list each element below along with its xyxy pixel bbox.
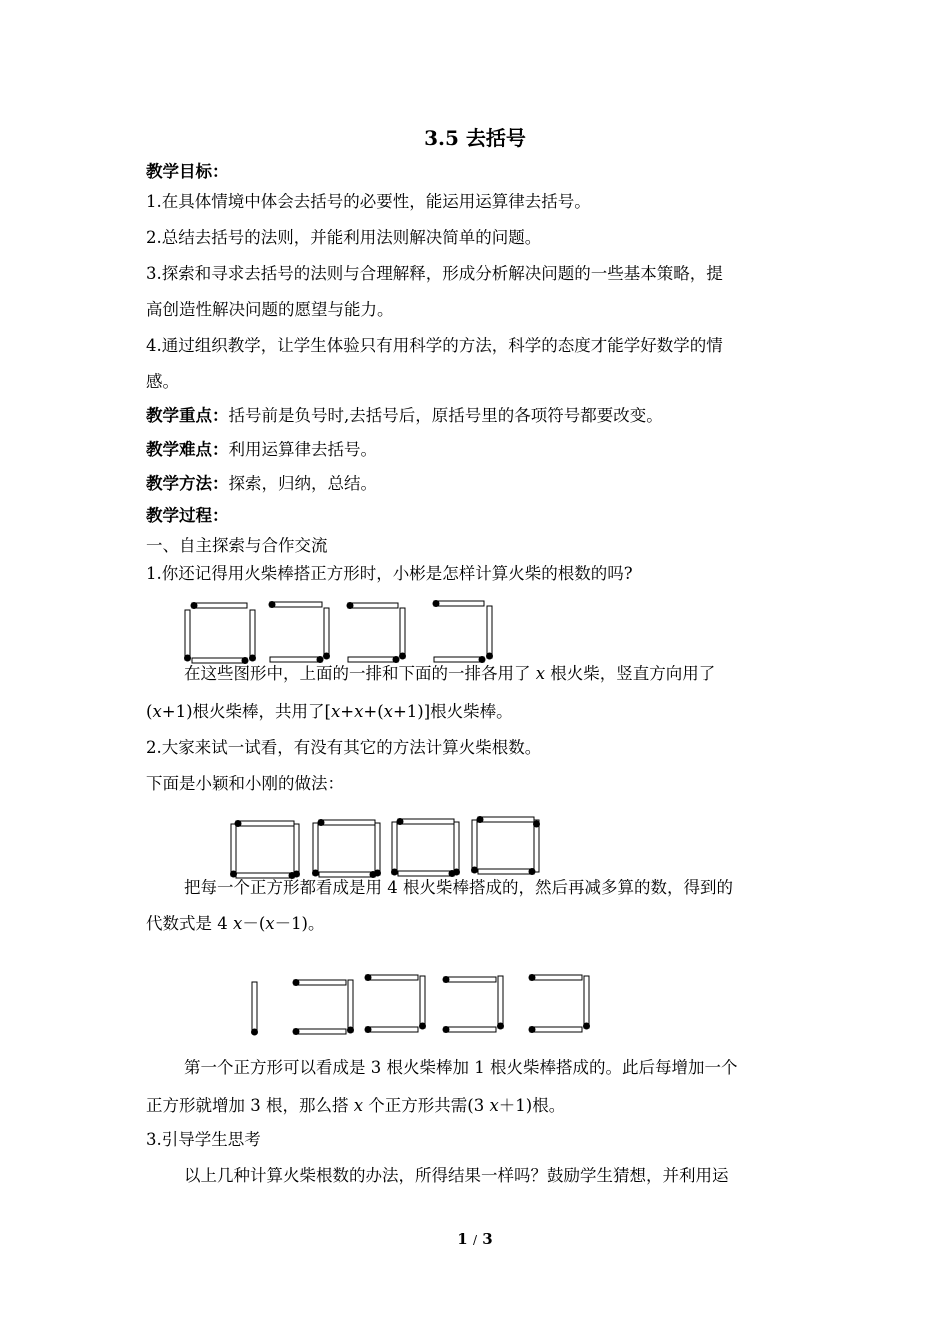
method-label: 教学方法： [146, 474, 229, 493]
paragraph-3b: 正方形就增加 3 根，那么搭 x 个正方形共需(3 x＋1)根。 [146, 1096, 566, 1115]
goal-4-cont: 感。 [146, 372, 179, 391]
difficulty-label: 教学难点： [146, 440, 229, 459]
paragraph-1b: (x+1)根火柴棒，共用了[x+x+(x+1)]根火柴棒。 [146, 702, 513, 721]
method-text: 探索，归纳，总结。 [228, 474, 377, 493]
goals-heading: 教学目标： [146, 162, 229, 181]
match-top-3 [348, 603, 398, 608]
match-top-4 [434, 601, 484, 606]
match-top-2 [270, 602, 322, 607]
goal-4: 4.通过组织教学，让学生体验只有用科学的方法，科学的态度才能学好数学的情 [146, 336, 723, 355]
matchstick-figure-3 [238, 970, 598, 1042]
question-2: 2.大家来试一试看，有没有其它的方法计算火柴根数。 [146, 738, 542, 757]
paragraph-4: 以上几种计算火柴根数的办法，所得结果一样吗？鼓励学生猜想，并利用运 [184, 1166, 729, 1185]
question-3: 3.引导学生思考 [146, 1130, 261, 1149]
paragraph-2b: 代数式是 4 x－(x－1)。 [146, 914, 325, 933]
page-title: 3.5 去括号 [424, 126, 526, 150]
paragraph-3a: 第一个正方形可以看成是 3 根火柴棒加 1 根火柴棒搭成的。此后每增加一个 [184, 1058, 738, 1077]
matchstick-figure-2 [226, 812, 546, 882]
question-1: 1.你还记得用火柴棒搭正方形时，小彬是怎样计算火柴的根数的吗? [146, 564, 633, 583]
match-top-1 [192, 603, 247, 608]
difficulty [146, 438, 810, 462]
key-point-label: 教学重点： [146, 406, 229, 425]
paragraph-2a: 把每一个正方形都看成是用 4 根火柴棒搭成的，然后再减多算的数，得到的 [184, 878, 733, 897]
match-vertical-1 [185, 610, 190, 660]
match-vertical-2 [250, 610, 255, 660]
match-vertical-3 [324, 608, 329, 658]
key-point-text: 括号前是负号时,去括号后，原括号里的各项符号都要改变。 [228, 406, 663, 425]
goal-3-cont: 高创造性解决问题的愿望与能力。 [146, 300, 394, 319]
method [146, 472, 810, 496]
goal-3: 3.探索和寻求去括号的法则与合理解释，形成分析解决问题的一些基本策略，提 [146, 264, 723, 283]
match-vertical-4 [400, 608, 405, 658]
section-1-heading: 一、自主探索与合作交流 [146, 536, 328, 555]
key-point [146, 404, 810, 428]
question-2b: 下面是小颖和小刚的做法： [146, 774, 344, 793]
page-number: 1 / 3 [457, 1230, 493, 1248]
paragraph-1a: 在这些图形中，上面的一排和下面的一排各用了 x 根火柴，竖直方向用了 [184, 664, 716, 683]
match-vertical-5 [487, 606, 492, 658]
goal-1: 1.在具体情境中体会去括号的必要性，能运用运算律去括号。 [146, 192, 591, 211]
matchstick-figure-1 [180, 596, 510, 666]
process-heading: 教学过程： [146, 506, 229, 525]
goal-2: 2.总结去括号的法则，并能利用法则解决简单的问题。 [146, 228, 542, 247]
difficulty-text: 利用运算律去括号。 [228, 440, 377, 459]
